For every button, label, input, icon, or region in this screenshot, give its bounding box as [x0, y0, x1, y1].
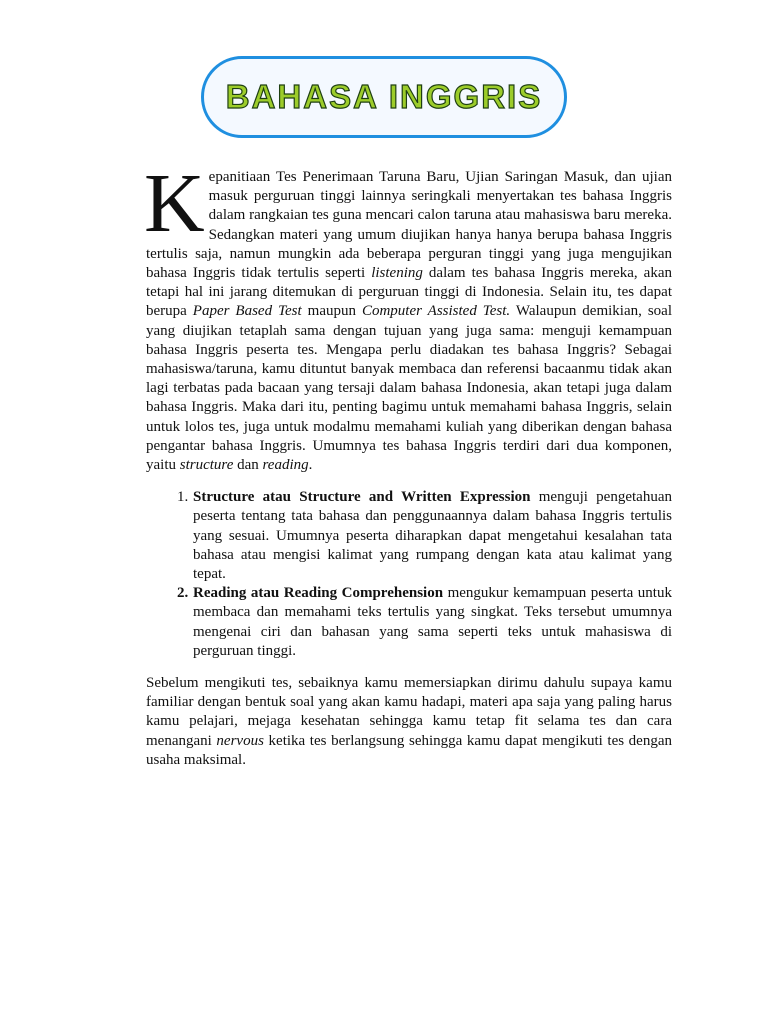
list-item: 2. Reading atau Reading Comprehension mengukur kemampuan peserta untuk membaca dan memahami teks tertulis yang singkat. Teks tersebut umumnya mengenai ciri dan bahasan yang sama seperti teks untuk mahasiswa di perguruan tinggi.: [192, 584, 672, 661]
components-list: [146, 488, 672, 661]
page-title: BAHASA INGGRIS: [225, 78, 543, 115]
list-item-heading: Reading atau Reading Comprehension: [193, 585, 444, 602]
intro-paragraph: Kepanitiaan Tes Penerimaan Taruna Baru, Ujian Saringan Masuk, dan ujian masuk perguruan tinggi lainnya seringkali menyertakan tes bahasa Inggris dalam rangkaian tes guna mencari calon taruna atau mahasiswa baru mereka. Sedangkan materi yang umum diujikan hanya hanya berupa bahasa Inggris tertulis saja, namun mungkin ada beberapa perguran tinggi yang juga mengujikan bahasa Inggris tidak tertulis seperti listening dalam tes bahasa Inggris mereka, akan tetapi hal ini jarang ditemukan di perguruan tinggi di Indonesia. Selain itu, tes dapat berupa Paper Based Test maupun Computer Assisted Test. Walaupun demikian, soal yang diujikan tetaplah sama dengan tujuan yang juga sama: menguji kemampuan bahasa Inggris peserta tes. Mengapa perlu diadakan tes bahasa Inggris? Sebagai mahasiswa/taruna, kamu dituntut banyak membaca dan referensi bacaanmu tidak akan lagi terbatas pada bacaan yang tersaji dalam bahasa Indonesia, akan tetapi juga dalam bahasa Inggris. Maka dari itu, penting bagimu untuk memahami bahasa Inggris, selain untuk lolos tes, juga untuk modalmu memahami kuliah yang diberikan dengan bahasa pengantar bahasa Inggris. Umumnya tes bahasa Inggris terdiri dari dua komponen, yaitu structure dan reading.: [144, 157, 673, 474]
list-item-heading: Structure atau Structure and Written Expression: [193, 489, 531, 506]
list-item: 1. Structure atau Structure and Written Expression menguji pengetahuan peserta tentang tata bahasa dan penggunaannya dalam bahasa Inggris tertulis yang sesuai. Umumnya peserta diharapkan dapat mengetahui kesalahan tata bahasa atau mengisi kalimat yang rumpang dengan kata atau kalimat yang tepat.: [192, 488, 672, 584]
drop-cap: K: [144, 157, 205, 250]
title-banner: [201, 56, 567, 138]
document-body: [144, 157, 673, 770]
closing-paragraph: Sebelum mengikuti tes, sebaiknya kamu memersiapkan dirimu dahulu supaya kamu familiar dengan bentuk soal yang akan kamu hadapi, materi apa saja yang paling harus kamu pelajari, mejaga kesehatan sehingga kamu tetap fit selama tes dan cara menangani nervous ketika tes berlangsung sehingga kamu dapat mengikuti tes dengan usaha maksimal.: [146, 675, 672, 768]
